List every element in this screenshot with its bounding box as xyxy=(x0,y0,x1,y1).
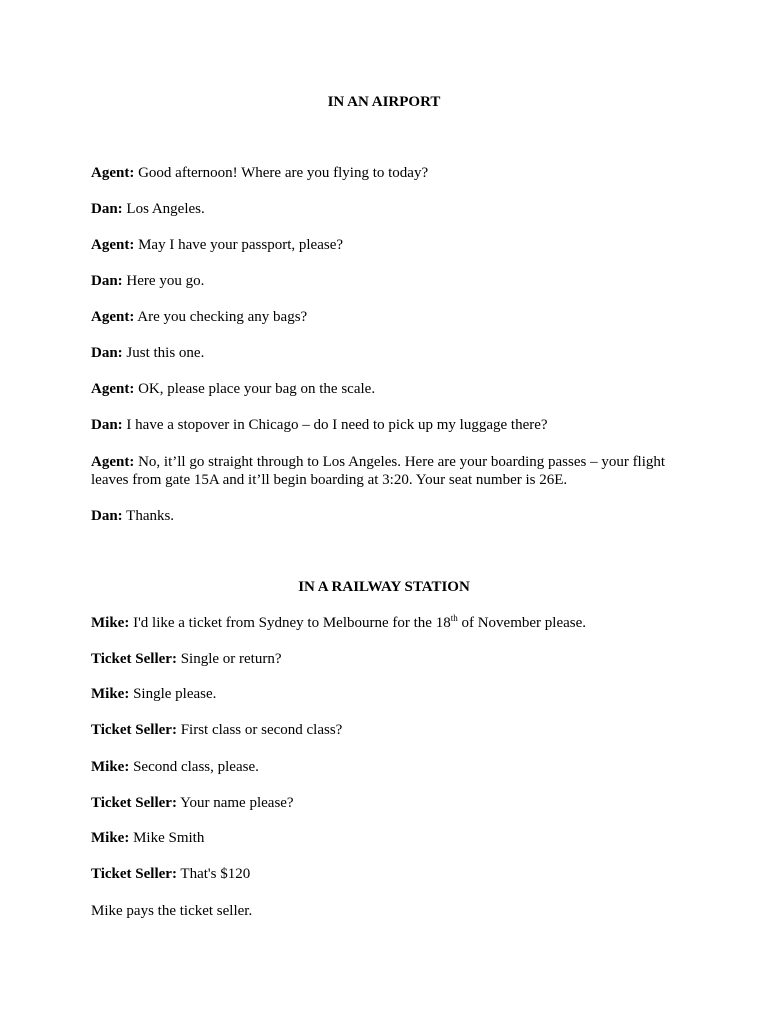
dialogue-text: of November please. xyxy=(457,615,587,631)
dialogue-line xyxy=(91,453,681,489)
speaker-label: Ticket Seller: xyxy=(91,866,177,882)
dialogue-text: First class or second class? xyxy=(176,722,343,738)
dialogue-line xyxy=(91,865,681,883)
dialogue-text: OK, please place your bag on the scale. xyxy=(134,381,376,397)
dialogue-line xyxy=(91,200,681,218)
speaker-label: Agent: xyxy=(91,309,135,325)
dialogue-line xyxy=(91,758,681,776)
dialogue-line xyxy=(91,721,681,739)
dialogue-line xyxy=(91,650,681,668)
speaker-label: Dan: xyxy=(91,201,123,217)
speaker-label: Mike: xyxy=(91,686,130,702)
dialogue-line xyxy=(91,685,681,703)
dialogue-line xyxy=(91,614,681,632)
railway-title: IN A RAILWAY STATION xyxy=(298,579,470,595)
dialogue-line xyxy=(91,344,681,362)
dialogue-line xyxy=(91,794,681,812)
speaker-label: Ticket Seller: xyxy=(91,795,177,811)
dialogue-text: Your name please? xyxy=(176,795,294,811)
speaker-label: Ticket Seller: xyxy=(91,722,177,738)
dialogue-line xyxy=(91,507,681,525)
dialogue-line xyxy=(91,416,681,434)
dialogue-text: No, it’ll go straight through to Los Angeles. Here are your boarding passes – your flight leaves from gate 15A and it’ll begin boarding at 3:20. Your seat number is 26E. xyxy=(91,454,666,488)
dialogue-line xyxy=(91,272,681,290)
speaker-label: Agent: xyxy=(91,454,135,470)
dialogue-line xyxy=(91,829,681,847)
speaker-label: Dan: xyxy=(91,508,123,524)
speaker-label: Ticket Seller: xyxy=(91,651,177,667)
dialogue-text: Are you checking any bags? xyxy=(134,309,308,325)
dialogue-line xyxy=(91,308,681,326)
dialogue-text: Mike Smith xyxy=(129,830,205,846)
speaker-label: Dan: xyxy=(91,273,123,289)
dialogue-text: Thanks. xyxy=(122,508,175,524)
dialogue-text: I'd like a ticket from Sydney to Melbourne for the 18 xyxy=(129,615,451,631)
dialogue-line xyxy=(91,380,681,398)
dialogue-text: I have a stopover in Chicago – do I need to pick up my luggage there? xyxy=(122,417,548,433)
dialogue-text: Los Angeles. xyxy=(122,201,205,217)
speaker-label: Mike: xyxy=(91,830,130,846)
dialogue-text: Second class, please. xyxy=(129,759,259,775)
speaker-label: Agent: xyxy=(91,237,135,253)
speaker-label: Mike: xyxy=(91,615,130,631)
dialogue-line xyxy=(91,164,681,182)
dialogue-text: Here you go. xyxy=(122,273,205,289)
airport-title: IN AN AIRPORT xyxy=(327,94,441,110)
speaker-label: Dan: xyxy=(91,345,123,361)
dialogue-text: Good afternoon! Where are you flying to today? xyxy=(134,165,429,181)
closing-line: Mike pays the ticket seller. xyxy=(91,903,253,919)
dialogue-text: That's $120 xyxy=(176,866,251,882)
dialogue-line xyxy=(91,236,681,254)
speaker-label: Agent: xyxy=(91,165,135,181)
dialogue-text: Just this one. xyxy=(122,345,205,361)
speaker-label: Agent: xyxy=(91,381,135,397)
speaker-label: Mike: xyxy=(91,759,130,775)
ordinal-suffix: th xyxy=(450,613,458,623)
speaker-label: Dan: xyxy=(91,417,123,433)
dialogue-text: Single please. xyxy=(129,686,217,702)
dialogue-text: Single or return? xyxy=(176,651,282,667)
dialogue-text: May I have your passport, please? xyxy=(134,237,344,253)
